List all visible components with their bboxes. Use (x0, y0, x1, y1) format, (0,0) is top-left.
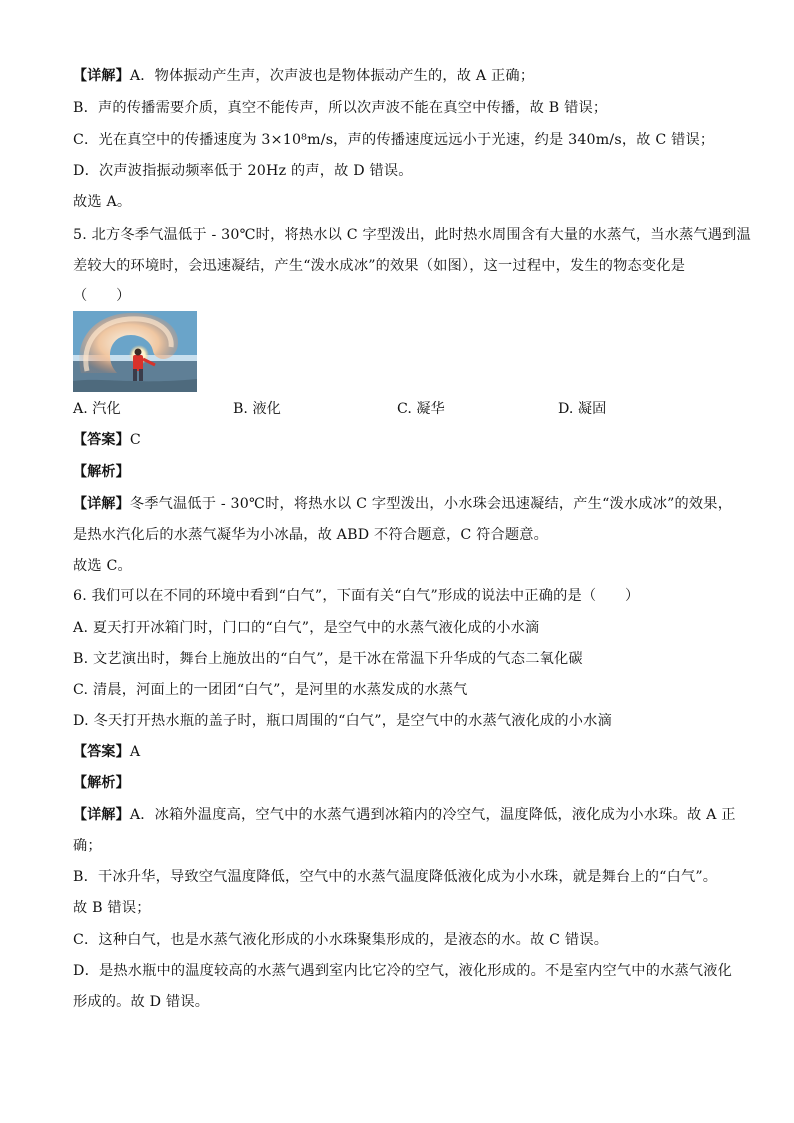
q5-conclusion: 故选 C。 (73, 558, 132, 574)
answer-value: A (129, 744, 141, 760)
detail-text: A．物体振动产生声，次声波也是物体振动产生的，故 A 正确； (129, 68, 535, 84)
q6-detail-line-2: 确； (73, 838, 102, 854)
q5-option-c: C. 凝华 (397, 401, 445, 417)
q6-answer (73, 742, 734, 762)
q6-option-b: B. 文艺演出时，舞台上施放出的“白气”，是干冰在常温下升华成的气态二氧化碳 (73, 651, 583, 667)
answer-tag: 【答案】 (73, 432, 130, 448)
detail-tag: 【详解】 (73, 68, 130, 84)
q6-detail-line-6: D．是热水瓶中的温度较高的水蒸气遇到室内比它冷的空气，液化形成的。不是室内空气中的水蒸气液化 (73, 963, 733, 979)
q6-detail-line-3: B．干冰升华，导致空气温度降低，空气中的水蒸气温度降低液化成为小水珠，就是舞台上的“白气”。 (73, 869, 718, 885)
detail-text: A．冰箱外温度高，空气中的水蒸气遇到冰箱内的冷空气，温度降低，液化成为小水珠。故 A 正 (129, 807, 736, 823)
q6-option-c: C. 清晨，河面上的一团团“白气”，是河里的水蒸发成的水蒸气 (73, 682, 468, 698)
q5-stem-line-1: 5. 北方冬季气温低于 - 30℃时，将热水以 C 字型泼出，此时热水周围含有大量的水蒸气，当水蒸气遇到温 (73, 227, 751, 243)
q5-detail-line-2: 是热水汽化后的水蒸气凝华为小冰晶，故 ABD 不符合题意，C 符合题意。 (73, 527, 549, 543)
conclusion-line: 故选 A。 (73, 194, 132, 210)
q5-option-a: A. 汽化 (73, 401, 121, 417)
q6-detail-line-1 (73, 805, 734, 825)
q6-stem: 6. 我们可以在不同的环境中看到“白气”，下面有关“白气”形成的说法中正确的是（ ） (73, 588, 640, 604)
q5-stem-blank: （ ） (73, 288, 131, 304)
detail-tag: 【详解】 (73, 496, 130, 512)
answer-value: C (129, 432, 141, 448)
q5-detail-line-1 (73, 494, 734, 514)
q6-option-a: A. 夏天打开冰箱门时，门口的“白气”，是空气中的水蒸气液化成的小水滴 (73, 620, 540, 636)
q5-option-b: B. 液化 (233, 401, 281, 417)
water-to-ice-photo (73, 311, 197, 392)
q6-option-d: D. 冬天打开热水瓶的盖子时，瓶口周围的“白气”，是空气中的水蒸气液化成的小水滴 (73, 713, 612, 729)
detail-line-a (73, 66, 734, 86)
q5-option-d: D. 凝固 (558, 401, 607, 417)
q6-detail-line-4: 故 B 错误； (73, 900, 151, 916)
detail-tag: 【详解】 (73, 807, 130, 823)
answer-tag: 【答案】 (73, 744, 130, 760)
q5-analysis-heading: 【解析】 (73, 464, 130, 480)
q5-stem-line-2: 差较大的环境时，会迅速凝结，产生“泼水成冰”的效果（如图），这一过程中，发生的物态变化是 (73, 258, 686, 274)
q6-analysis-heading: 【解析】 (73, 775, 130, 791)
q6-detail-line-7: 形成的。故 D 错误。 (73, 994, 210, 1010)
q5-answer (73, 430, 734, 450)
q6-detail-line-5: C．这种白气，也是水蒸气液化形成的小水珠聚集形成的，是液态的水。故 C 错误。 (73, 932, 609, 948)
detail-line-d: D．次声波指振动频率低于 20Hz 的声，故 D 错误。 (73, 163, 413, 179)
detail-text: 冬季气温低于 - 30℃时，将热水以 C 字型泼出，小水珠会迅速凝结，产生“泼水成冰”的效果， (129, 496, 733, 512)
detail-line-b: B．声的传播需要介质，真空不能传声，所以次声波不能在真空中传播，故 B 错误； (73, 100, 608, 116)
photo-illustration (73, 311, 197, 392)
detail-line-c: C．光在真空中的传播速度为 3×10⁸m/s，声的传播速度远远小于光速，约是 340m/s，故 C 错误； (73, 132, 715, 148)
